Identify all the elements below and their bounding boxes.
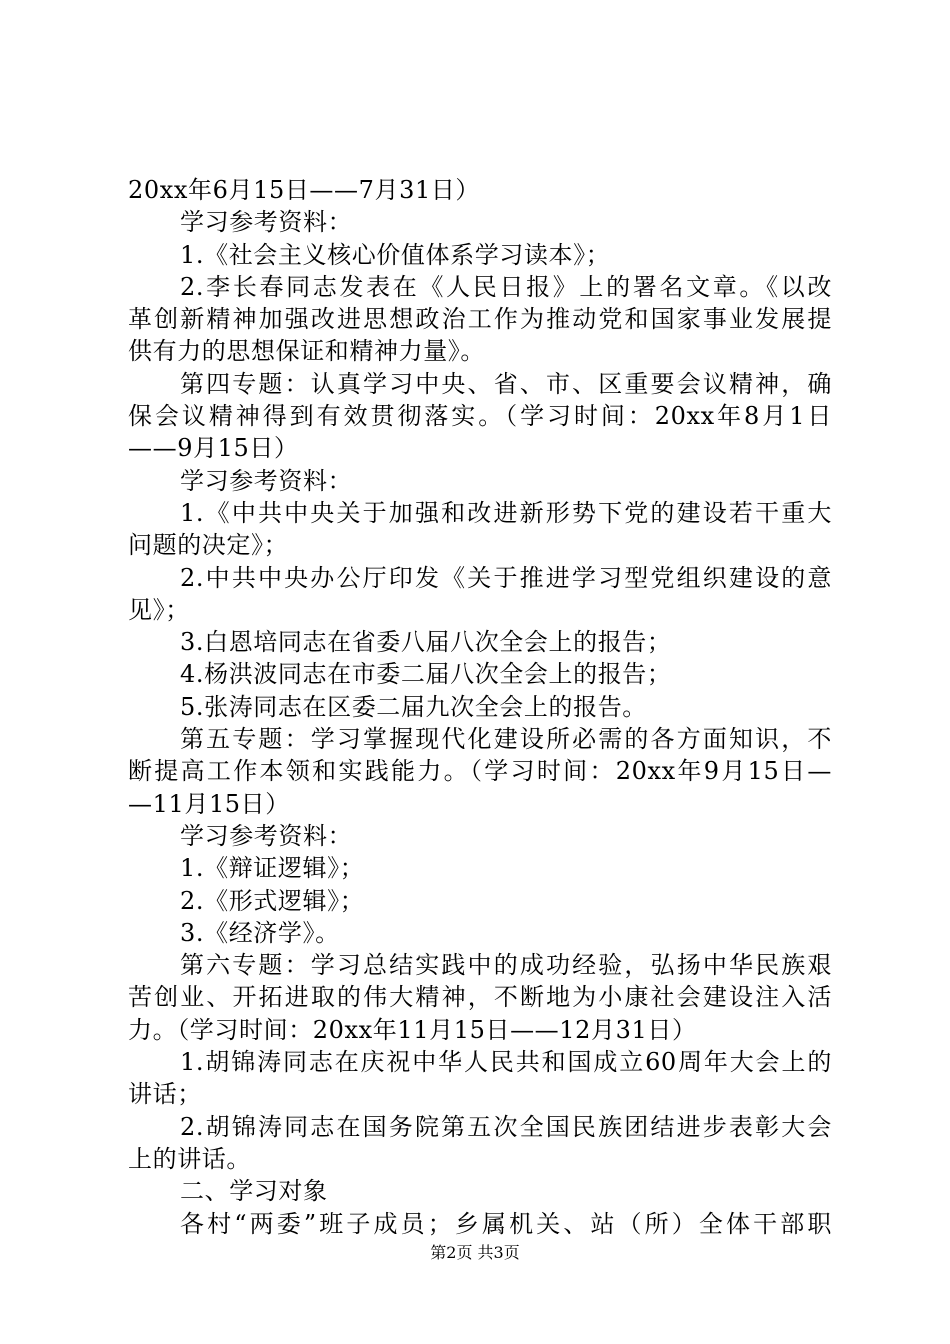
text-line: 第五专题：学习掌握现代化建设所必需的各方面知识，不 (180, 725, 832, 754)
text-line: 保会议精神得到有效贯彻落实。（学习时间：20xx年8月1日 (128, 402, 832, 431)
text-line: 20xx年6月15日——7月31日） (128, 176, 481, 204)
text-line: 力。（学习时间：20xx年11月15日——12月31日） (128, 1015, 697, 1044)
text-line: 二、学习对象 (180, 1177, 328, 1206)
text-line: 1.胡锦涛同志在庆祝中华人民共和国成立60周年大会上的 (180, 1048, 832, 1077)
text-line: 苦创业、开拓进取的伟大精神，不断地为小康社会建设注入活 (128, 983, 832, 1012)
text-line: 学习参考资料： (180, 466, 353, 495)
text-line: 5.张涛同志在区委二届九次全会上的报告。 (180, 692, 647, 721)
text-line: 各村“两委”班子成员；乡属机关、站（所）全体干部职 (180, 1209, 832, 1238)
text-line: 第六专题：学习总结实践中的成功经验，弘扬中华民族艰 (180, 951, 832, 980)
page-footer (0, 1242, 950, 1264)
text-line: 革创新精神加强改进思想政治工作为推动党和国家事业发展提 (128, 305, 832, 334)
text-line: 学习参考资料： (180, 821, 353, 850)
text-line: 2.胡锦涛同志在国务院第五次全国民族团结进步表彰大会 (180, 1112, 832, 1141)
text-line: —11月15日） (128, 789, 290, 818)
text-line: 3.《经济学》。 (180, 918, 340, 947)
text-line: 问题的决定》； (128, 531, 289, 560)
text-line: 讲话； (128, 1080, 202, 1109)
text-line: 断提高工作本领和实践能力。（学习时间：20xx年9月15日— (128, 757, 832, 786)
text-line: 供有力的思想保证和精神力量》。 (128, 337, 485, 366)
document-body (128, 174, 832, 1240)
page-number: 第2页 共3页 (430, 1243, 520, 1262)
text-line: 2.李长春同志发表在《人民日报》上的署名文章。《以改 (180, 272, 832, 301)
text-line: 2.中共中央办公厅印发《关于推进学习型党组织建设的意 (180, 563, 832, 592)
text-line: 3.白恩培同志在省委八届八次全会上的报告； (180, 628, 672, 657)
text-line: 2.《形式逻辑》； (180, 886, 365, 915)
text-line: 上的讲话。 (128, 1144, 251, 1173)
text-line: 1.《中共中央关于加强和改进新形势下党的建设若干重大 (180, 498, 832, 527)
text-line: 1.《辩证逻辑》； (180, 854, 365, 883)
text-line: 1.《社会主义核心价值体系学习读本》； (180, 240, 611, 269)
text-line: 见》； (128, 595, 190, 624)
text-line: 学习参考资料： (180, 208, 353, 237)
text-line: ——9月15日） (128, 434, 299, 463)
text-line: 4.杨洪波同志在市委二届八次全会上的报告； (180, 660, 672, 689)
text-line: 第四专题：认真学习中央、省、市、区重要会议精神，确 (180, 369, 832, 398)
